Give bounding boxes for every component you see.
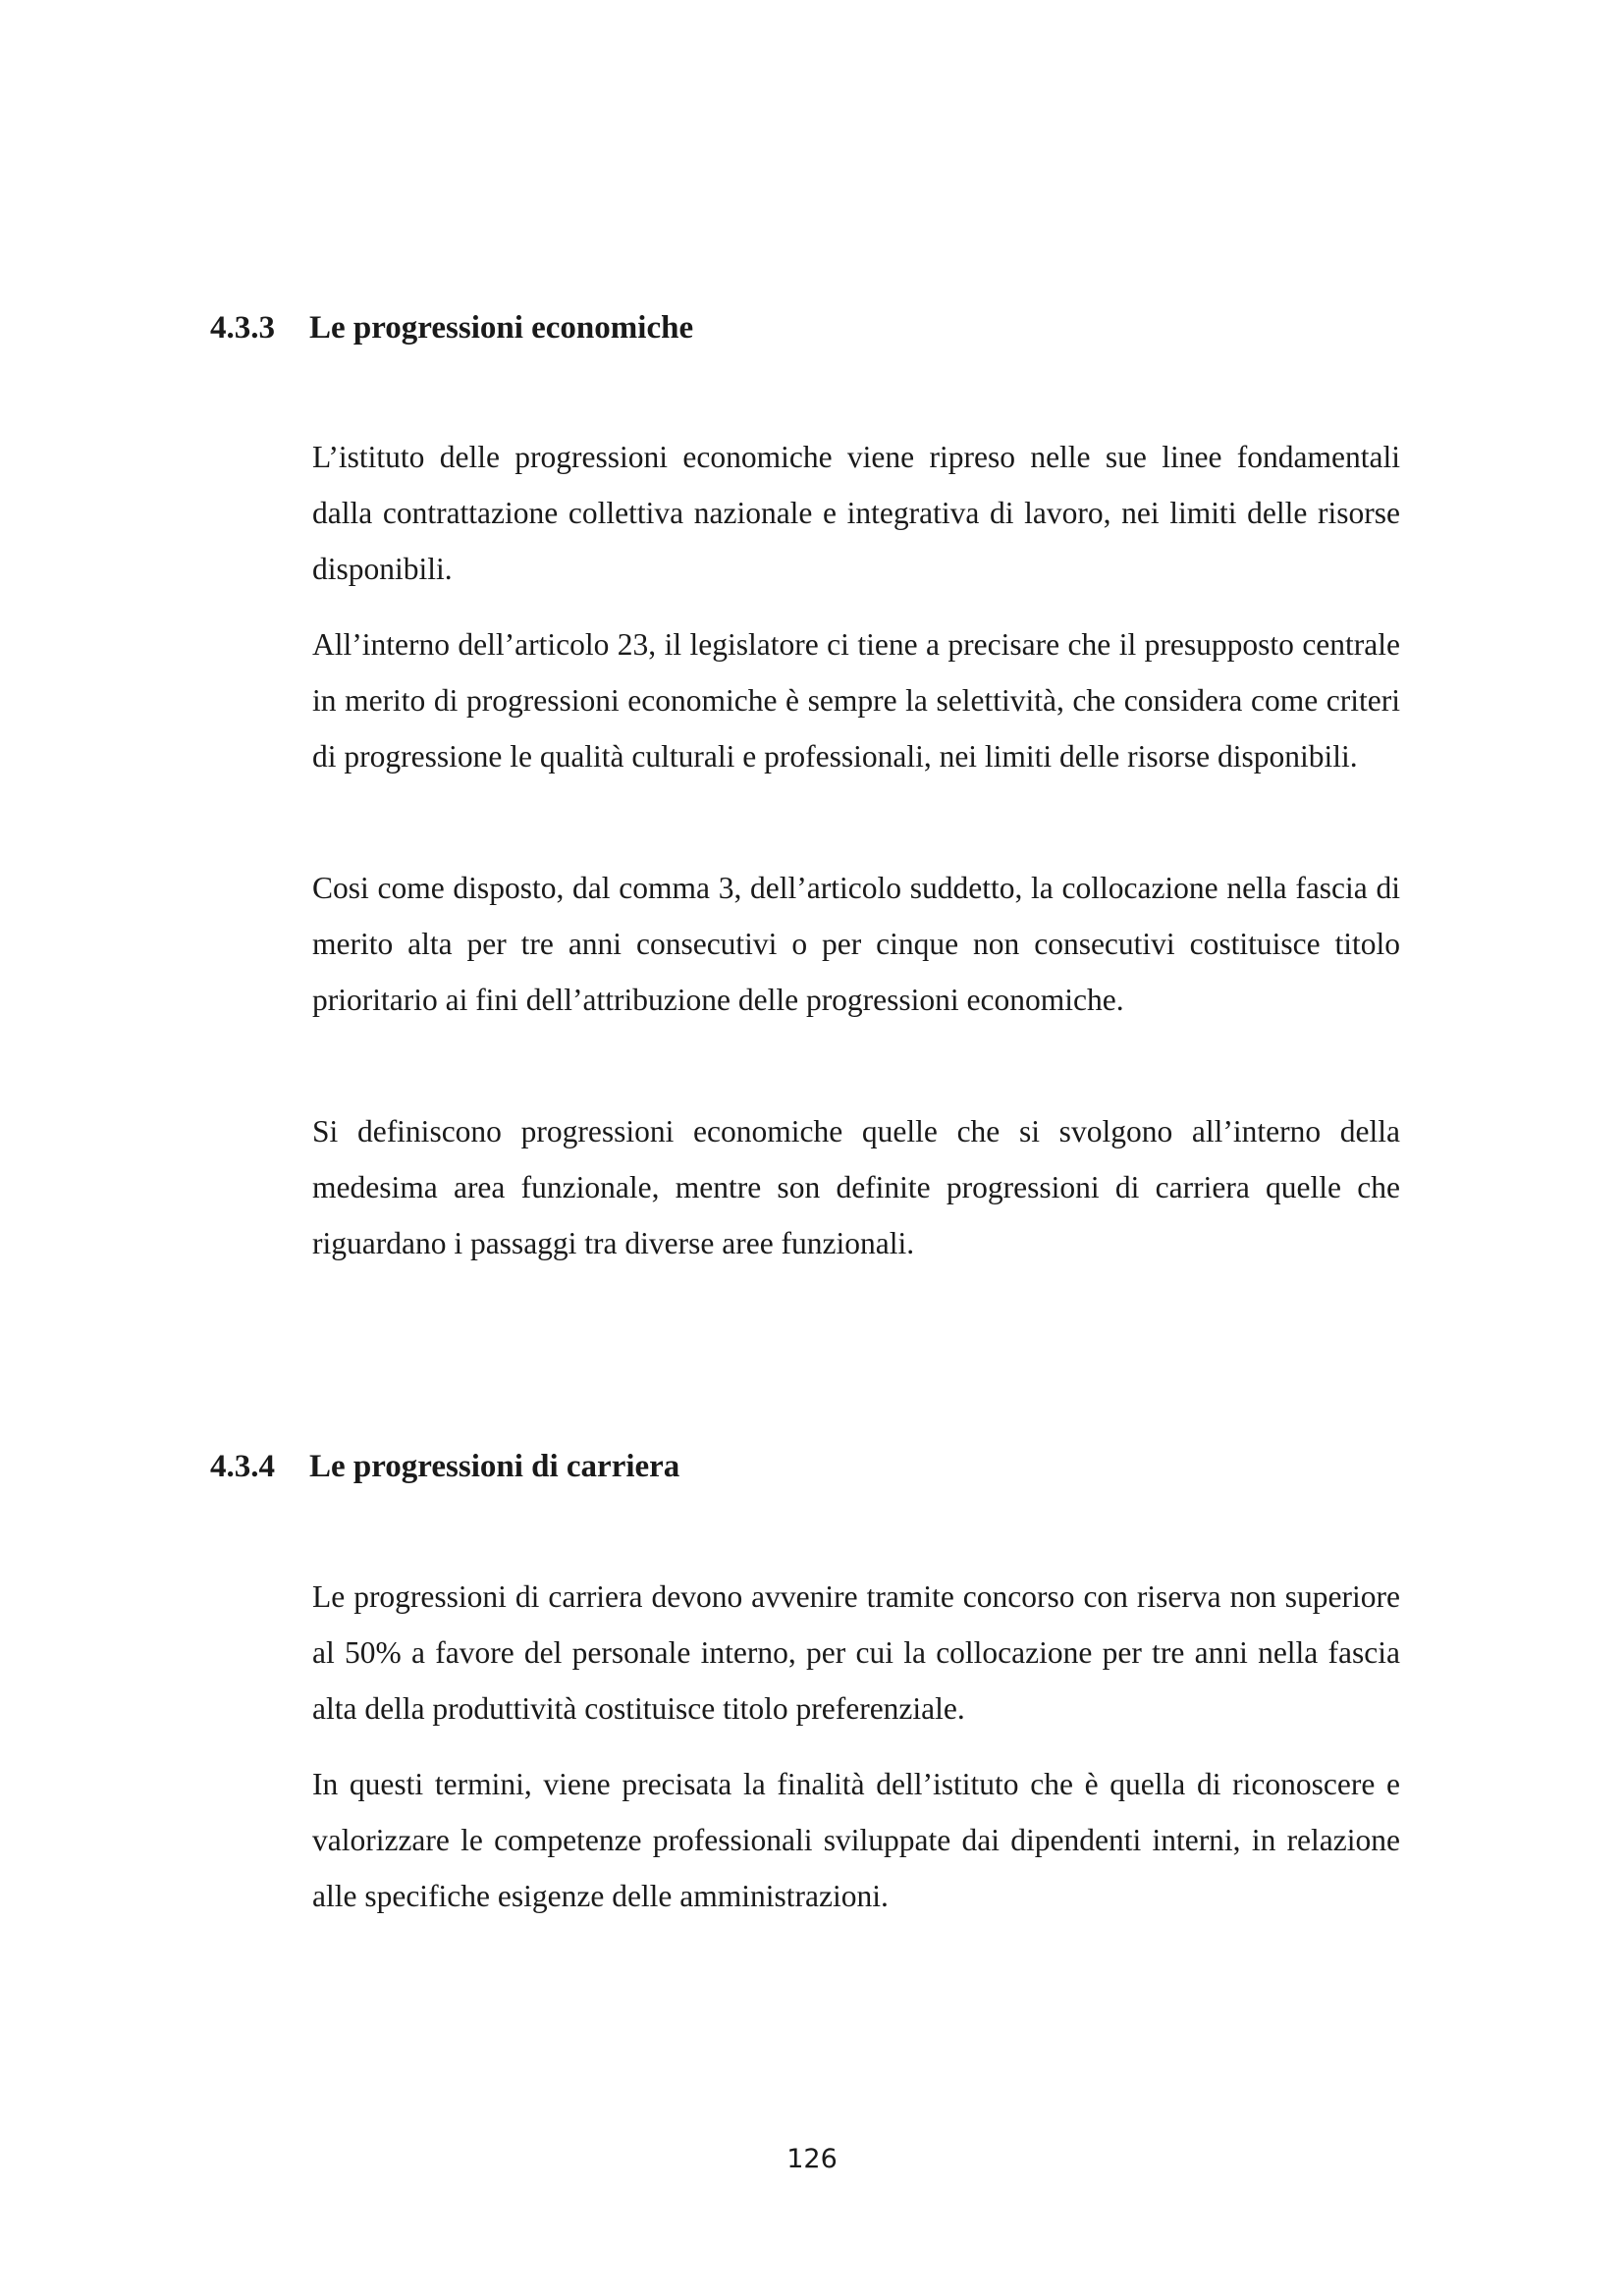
paragraph: Le progressioni di carriera devono avvenire tramite concorso con riserva non superiore al 50% a favore del personale interno, per cui la collocazione per tre anni nella fascia alta della produttività costituisce titolo preferenziale. [312, 1579, 1400, 1726]
page-number: 126 [786, 2144, 838, 2174]
section-number: 4.3.3 [210, 310, 275, 346]
paragraph: In questi termini, viene precisata la finalità dell’istituto che è quella di riconoscere e valorizzare le competenze professionali sviluppate dai dipendenti interni, in relazione alle specifiche esigenze delle amministrazioni. [312, 1767, 1400, 1913]
section-heading-4-3-3 [210, 308, 693, 347]
section-number: 4.3.4 [210, 1449, 275, 1484]
paragraph: Cosi come disposto, dal comma 3, dell’articolo suddetto, la collocazione nella fascia di merito alta per tre anni consecutivi o per cinque non consecutivi costituisce titolo prioritario ai fini dell’attribuzione delle progressioni economiche. [312, 871, 1400, 1017]
section-heading-4-3-4 [210, 1447, 679, 1486]
section-title: Le progressioni economiche [309, 310, 694, 346]
paragraph: Si definiscono progressioni economiche quelle che si svolgono all’interno della medesima area funzionale, mentre son definite progressioni di carriera quelle che riguardano i passaggi tra diverse aree funzionali. [312, 1114, 1400, 1260]
paragraph: All’interno dell’articolo 23, il legislatore ci tiene a precisare che il presupposto centrale in merito di progressioni economiche è sempre la selettività, che considera come criteri di progressione le qualità culturali e professionali, nei limiti delle risorse disponibili. [312, 627, 1400, 774]
section-title: Le progressioni di carriera [309, 1449, 680, 1484]
paragraph: L’istituto delle progressioni economiche viene ripreso nelle sue linee fondamentali dalla contrattazione collettiva nazionale e integrativa di lavoro, nei limiti delle risorse disponibili. [312, 440, 1400, 586]
